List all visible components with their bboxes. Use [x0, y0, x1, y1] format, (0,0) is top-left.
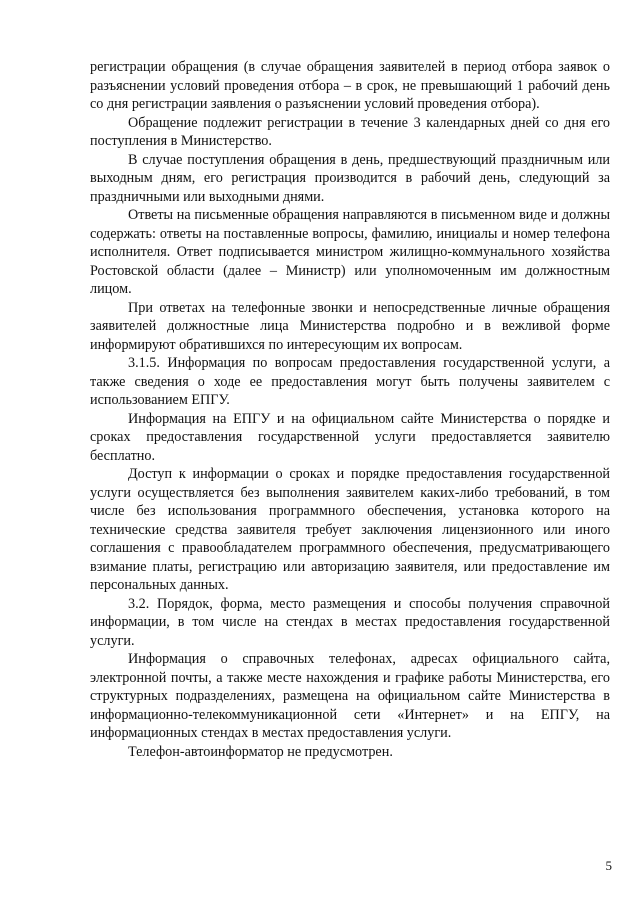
paragraph-3-1-5: 3.1.5. Информация по вопросам предоставления государственной услуги, а также сведения о ходе ее предоставления могут быть получены заявителем с использованием ЕПГУ. — [90, 355, 610, 408]
paragraph-autoinformer: Телефон-автоинформатор не предусмотрен. — [128, 743, 393, 760]
paragraph-holiday-registration: В случае поступления обращения в день, предшествующий праздничным или выходным дням, его регистрация производится в рабочий день, следующий за праздничными или выходными днями. — [90, 151, 610, 205]
paragraph-reference-info: Информация о справочных телефонах, адресах официального сайта, электронной почты, а также месте нахождения и графике работы Министерства, его структурных подразделениях, размещена на официальном сайте Министерства в информационно-телекоммуникационной сети «Интернет» и на ЕПГУ, на информационных стендах в местах предоставления услуги. — [90, 651, 610, 741]
document-body — [90, 58, 610, 761]
paragraph-epgu-info: Информация на ЕПГУ и на официальном сайте Министерства о порядке и сроках предоставления государственной услуги предоставляется заявителю бесплатно. — [90, 410, 610, 464]
page-number: 5 — [605, 858, 612, 873]
paragraph-3-2: 3.2. Порядок, форма, место размещения и способы получения справочной информации, в том числе на стендах в местах предоставления государственной услуги. — [90, 595, 610, 649]
paragraph-access-info: Доступ к информации о сроках и порядке предоставления государственной услуги осуществляется без выполнения заявителем каких-либо требований, в том числе без использования программного обеспечения, установка которого на технические средства заявителя требует заключения лицензионного или иного соглашения с правообладателем программного обеспечения, предусматривающего взимание платы, регистрацию или авторизацию заявителя, или предоставление им персональных данных. — [90, 466, 610, 593]
paragraph-registration-term: Обращение подлежит регистрации в течение 3 календарных дней со дня его поступления в Министерство. — [90, 114, 610, 149]
paragraph-registration-continued: регистрации обращения (в случае обращения заявителей в период отбора заявок о разъяснении условий проведения отбора – в срок, не превышающий 1 рабочий день со дня регистрации заявления о разъяснении условий проведения отбора). — [90, 59, 610, 112]
paragraph-phone-replies: При ответах на телефонные звонки и непосредственные личные обращения заявителей должностные лица Министерства подробно и в вежливой форме информируют обратившихся по интересующим их вопросам. — [90, 299, 610, 353]
paragraph-written-replies: Ответы на письменные обращения направляются в письменном виде и должны содержать: ответы на поставленные вопросы, фамилию, инициалы и номер телефона исполнителя. Ответ подписывается министром жилищно-коммунального хозяйства Ростовской области (далее – Министр) или уполномоченным им должностным лицом. — [90, 207, 610, 297]
